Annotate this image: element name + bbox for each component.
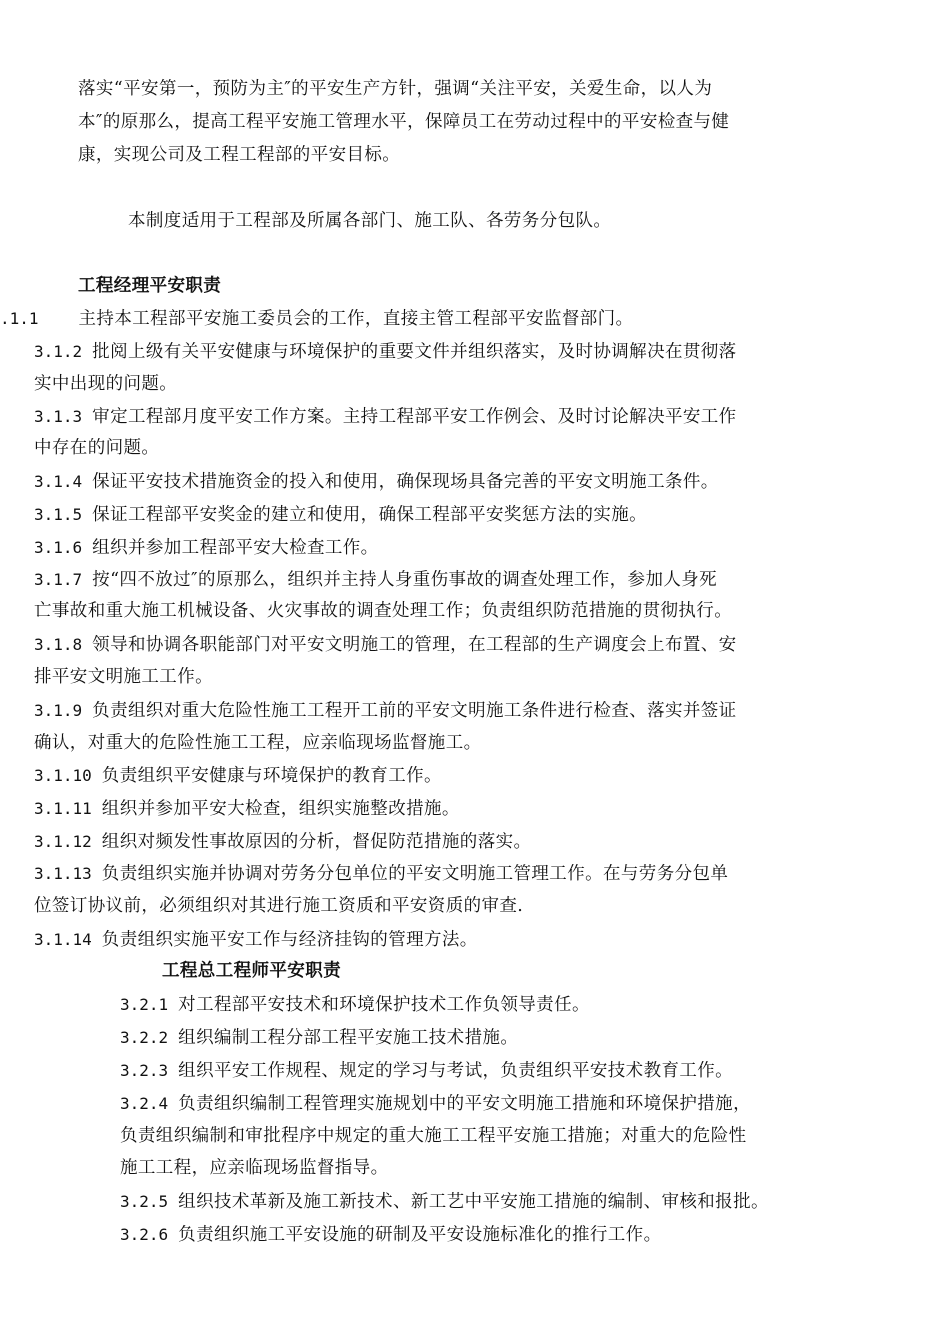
scope-paragraph: 本制度适用于工程部及所属各部门、施工队、各劳务分包队。: [128, 211, 612, 231]
item-text: 负责组织实施并协调对劳务分包单位的平安文明施工管理工作。在与劳务分包单: [101, 864, 729, 884]
item-text: 保证工程部平安奖金的建立和使用，确保工程部平安奖惩方法的实施。: [92, 505, 648, 525]
list-item: [0, 302, 633, 336]
list-item: [34, 857, 728, 891]
list-item: [34, 400, 737, 434]
list-item: [34, 498, 647, 532]
list-item: [34, 531, 379, 565]
item-text: 负责组织编制工程管理实施规划中的平安文明施工措施和环境保护措施，: [178, 1094, 751, 1114]
item-number: 3.1.3: [34, 407, 83, 426]
list-item: [120, 1218, 661, 1252]
section-heading-chief-engineer: 工程总工程师平安职责: [162, 961, 341, 981]
item-continuation: 确认，对重大的危险性施工工程，应亲临现场监督施工。: [34, 733, 482, 753]
item-text: 批阅上级有关平安健康与环境保护的重要文件并组织落实，及时协调解决在贯彻落: [92, 342, 737, 362]
intro-line-3: 康，实现公司及工程工程部的平安目标。: [78, 145, 401, 165]
item-text: 组织编制工程分部工程平安施工技术措施。: [178, 1028, 519, 1048]
list-item: [34, 465, 719, 499]
section-heading-project-manager: 工程经理平安职责: [78, 276, 222, 296]
item-number: .1.1: [0, 309, 39, 328]
item-text: 组织技术革新及施工新技术、新工艺中平安施工措施的编制、审核和报批。: [178, 1192, 769, 1212]
item-number: 3.1.12: [34, 832, 92, 851]
item-text: 领导和协调各职能部门对平安文明施工的管理，在工程部的生产调度会上布置、安: [92, 635, 737, 655]
item-text: 主持本工程部平安施工委员会的工作，直接主管工程部平安监督部门。: [78, 309, 634, 329]
item-text: 组织对频发性事故原因的分析，督促防范措施的落实。: [101, 832, 532, 852]
list-item: [34, 759, 442, 793]
item-continuation: 排平安文明施工工作。: [34, 667, 213, 687]
list-item: [120, 1021, 518, 1055]
item-text: 对工程部平安技术和环境保护技术工作负领导责任。: [178, 995, 590, 1015]
list-item: [120, 1054, 733, 1088]
intro-line-1: 落实“平安第一，预防为主″的平安生产方针，强调“关注平安，关爱生命，以人为: [78, 79, 713, 99]
item-number: 3.1.6: [34, 538, 83, 557]
item-continuation: 位签订协议前，必须组织对其进行施工资质和平安资质的审查.: [34, 896, 524, 916]
item-number: 3.1.11: [34, 799, 92, 818]
item-text: 组织并参加平安大检查，组织实施整改措施。: [101, 799, 460, 819]
list-item: [120, 1087, 751, 1121]
item-number: 3.1.7: [34, 570, 83, 589]
item-text: 组织平安工作规程、规定的学习与考试，负责组织平安技术教育工作。: [178, 1061, 734, 1081]
item-number: 3.2.5: [120, 1192, 169, 1211]
item-number: 3.1.9: [34, 701, 83, 720]
item-number: 3.2.1: [120, 995, 169, 1014]
item-text: 组织并参加工程部平安大检查工作。: [92, 538, 379, 558]
item-number: 3.1.13: [34, 864, 92, 883]
item-text: 负责组织对重大危险性施工工程开工前的平安文明施工条件进行检查、落实并签证: [92, 701, 737, 721]
list-item: [34, 694, 737, 728]
item-text: 负责组织实施平安工作与经济挂钩的管理方法。: [101, 930, 478, 950]
list-item: [120, 1185, 769, 1219]
item-continuation: 施工工程，应亲临现场监督指导。: [120, 1158, 389, 1178]
item-text: 负责组织施工平安设施的研制及平安设施标准化的推行工作。: [178, 1225, 662, 1245]
item-continuation: 中存在的问题。: [34, 438, 160, 458]
list-item: [34, 825, 531, 859]
item-number: 3.1.8: [34, 635, 83, 654]
item-number: 3.2.6: [120, 1225, 169, 1244]
list-item: [34, 792, 460, 826]
item-text: 按“四不放过″的原那么，组织并主持人身重伤事故的调查处理工作，参加人身死: [92, 570, 718, 590]
list-item: [34, 923, 478, 957]
item-text: 保证平安技术措施资金的投入和使用，确保现场具备完善的平安文明施工条件。: [92, 472, 719, 492]
item-continuation: 亡事故和重大施工机械设备、火灾事故的调查处理工作；负责组织防范措施的贯彻执行。: [34, 601, 733, 621]
item-continuation: 负责组织编制和审批程序中规定的重大施工工程平安施工措施；对重大的危险性: [120, 1126, 747, 1146]
list-item: [120, 988, 590, 1022]
item-number: 3.2.4: [120, 1094, 169, 1113]
item-number: 3.1.10: [34, 766, 92, 785]
item-number: 3.1.2: [34, 342, 83, 361]
item-text: 负责组织平安健康与环境保护的教育工作。: [101, 766, 442, 786]
list-item: [34, 563, 717, 597]
item-number: 3.1.4: [34, 472, 83, 491]
item-continuation: 实中出现的问题。: [34, 374, 178, 394]
list-item: [34, 628, 737, 662]
item-text: 审定工程部月度平安工作方案。主持工程部平安工作例会、及时讨论解决平安工作: [92, 407, 737, 427]
item-number: 3.2.3: [120, 1061, 169, 1080]
item-number: 3.1.14: [34, 930, 92, 949]
item-number: 3.1.5: [34, 505, 83, 524]
item-number: 3.2.2: [120, 1028, 169, 1047]
list-item: [34, 335, 737, 369]
intro-line-2: 本″的原那么，提高工程平安施工管理水平，保障员工在劳动过程中的平安检查与健: [78, 112, 730, 132]
